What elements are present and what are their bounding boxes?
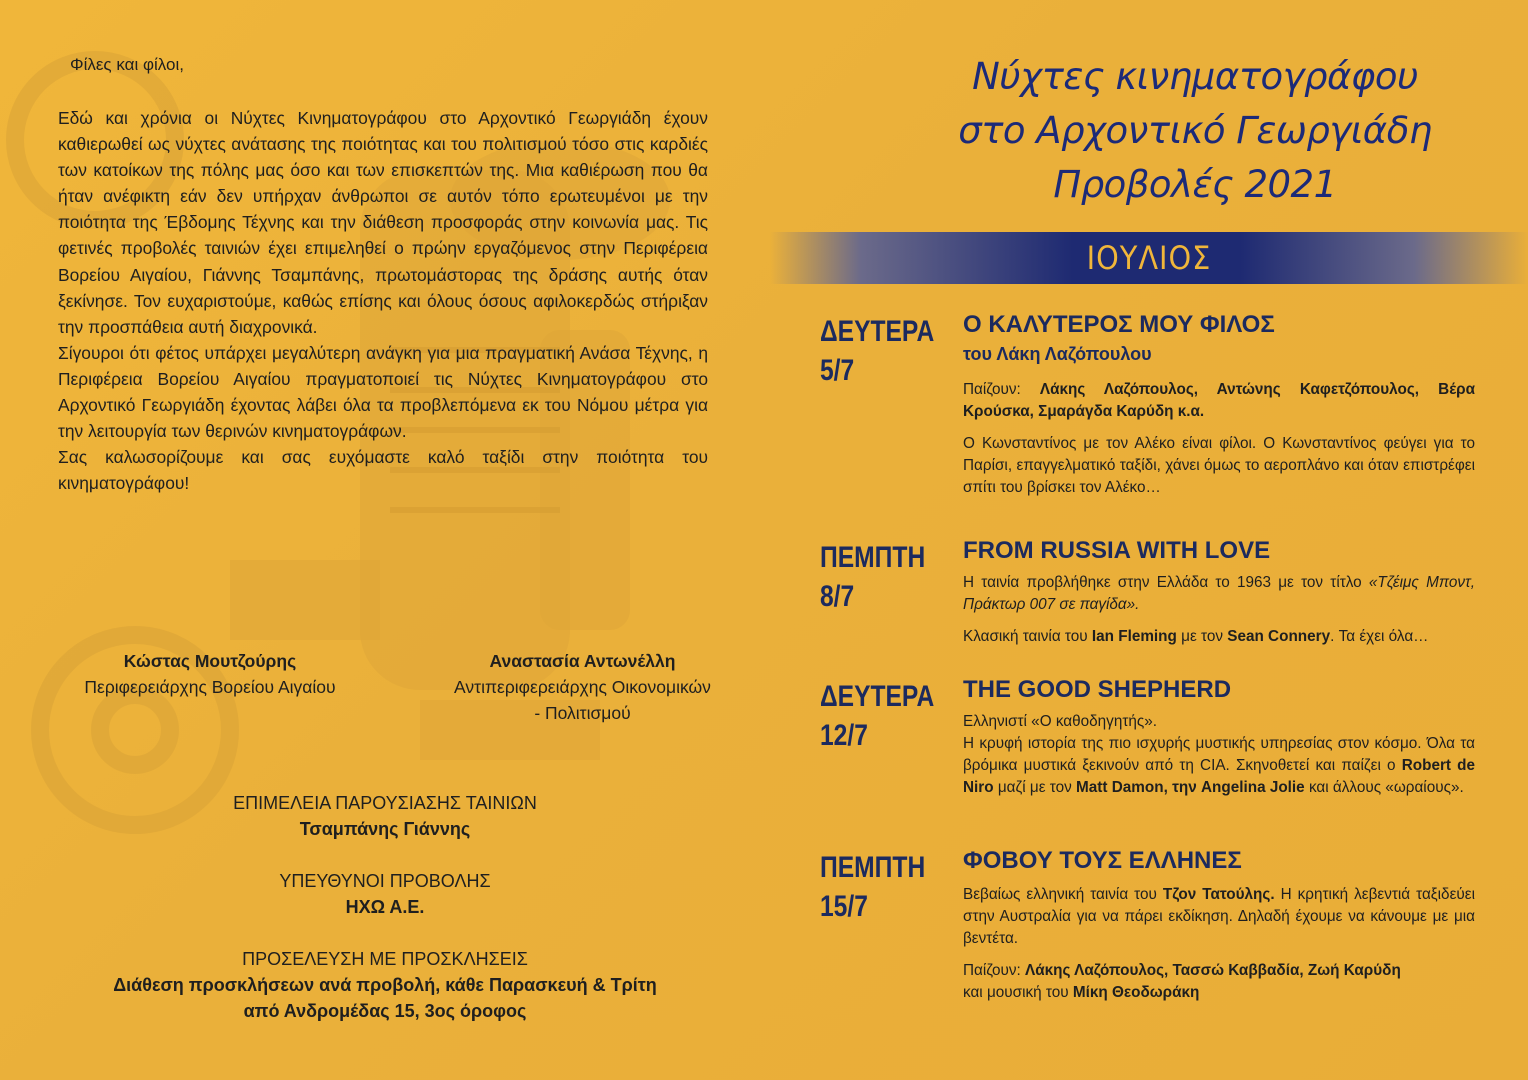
signature-name: Κώστας Μουτζούρης <box>123 651 297 671</box>
film-subtitle: Ελληνιστί «Ο καθοδηγητής». <box>963 713 1158 730</box>
letter-greeting: Φίλες και φίλοι, <box>70 55 184 74</box>
page-title <box>900 50 1490 212</box>
signature-governor <box>55 648 365 700</box>
actor-name: Robert de Niro <box>963 757 1476 796</box>
signature-role: Περιφερειάρχης Βορείου Αιγαίου <box>84 677 336 697</box>
screening-details <box>963 846 1475 1004</box>
projection-name: ΗΧΩ Α.Ε. <box>345 897 425 917</box>
film-cast <box>963 379 1475 423</box>
screening-details <box>963 675 1475 799</box>
cast-prefix: Παίζουν: <box>963 381 1040 398</box>
cast-prefix: Παίζουν: <box>963 962 1026 979</box>
film-description <box>963 572 1475 616</box>
signature-role: Αντιπεριφερειάρχης Οικονομικών - Πολιτισμού <box>454 677 711 723</box>
credits <box>60 790 710 1024</box>
screening-date: 5/7 <box>820 354 855 387</box>
film-title: FROM RUSSIA WITH LOVE <box>963 537 1271 564</box>
actor-name: Sean Connery <box>1227 628 1331 645</box>
curation-name: Τσαμπάνης Γιάννης <box>299 819 471 839</box>
title-line-2: στο Αρχοντικό Γεωργιάδη <box>958 109 1432 152</box>
actor-names: Matt Damon, την Angelina Jolie <box>1076 779 1305 796</box>
music-prefix: και μουσική του <box>963 984 1073 1001</box>
letter <box>58 55 708 496</box>
entry-line-2: από Ανδρομέδας 15, 3ος όροφος <box>243 1001 527 1021</box>
film-description <box>963 733 1475 799</box>
title-line-3: Προβολές 2021 <box>1053 163 1337 206</box>
signature-name: Αναστασία Αντωνέλλη <box>489 651 676 671</box>
curation-label: ΕΠΙΜΕΛΕΙΑ ΠΑΡΟΥΣΙΑΣΗΣ ΤΑΙΝΙΩΝ <box>233 793 537 813</box>
entry-label: ΠΡΟΣΕΛΕΥΣΗ ΜΕ ΠΡΟΣΚΛΗΣΕΙΣ <box>242 949 528 969</box>
desc-text: Βεβαίως ελληνική ταινία του <box>963 886 1163 903</box>
film-cast <box>963 960 1475 1004</box>
desc-text: . Τα έχει όλα… <box>1330 628 1429 645</box>
desc-text: Η ταινία προβλήθηκε στην Ελλάδα το 1963 με τον τίτλο <box>963 574 1369 591</box>
month-banner <box>770 232 1528 284</box>
entry-line-1: Διάθεση προσκλήσεων ανά προβολή, κάθε Παρασκευή & Τρίτη <box>113 975 657 995</box>
film-description-2 <box>963 626 1475 648</box>
desc-text: με τον <box>1176 628 1228 645</box>
screening-day: ΔΕΥΤΕΡΑ <box>820 315 935 348</box>
screening-details <box>963 310 1475 499</box>
composer-name: Μίκη Θεοδωράκη <box>1072 984 1200 1001</box>
film-title: THE GOOD SHEPHERD <box>963 676 1232 703</box>
desc-text: και άλλους «ωραίους». <box>1304 779 1464 796</box>
film-title: ΦΟΒΟΥ ΤΟΥΣ ΕΛΛΗΝΕΣ <box>963 847 1242 874</box>
film-description: Ο Κωνσταντίνος με τον Αλέκο είναι φίλοι. Ο Κωνσταντίνος φεύγει για το Παρίσι, επαγγελματικό ταξίδι, χάνει όμως το αεροπλάνο και όταν επιστρέφει σπίτι του βρίσκει τον Αλέκο… <box>963 435 1475 496</box>
desc-text: Κλασική ταινία του <box>963 628 1092 645</box>
cast-names: Λάκης Λαζόπουλος, Αντώνης Καφετζόπουλος, Βέρα Κρούσκα, Σμαράγδα Καρύδη κ.α. <box>963 381 1475 420</box>
desc-greek-title: «Τζέιμς Μποντ, Πράκτωρ 007 σε παγίδα». <box>963 574 1475 613</box>
signature-vice-governor <box>450 648 715 726</box>
film-description <box>963 884 1475 950</box>
film-director: του Λάκη Λαζόπουλου <box>963 344 1152 364</box>
title-line-1: Νύχτες κινηματογράφου <box>972 55 1418 98</box>
projection-label: ΥΠΕΥΘΥΝΟΙ ΠΡΟΒΟΛΗΣ <box>279 871 491 891</box>
screening-date: 15/7 <box>820 890 868 923</box>
screening-day: ΠΕΜΠΤΗ <box>820 851 926 884</box>
screening-details <box>963 536 1475 648</box>
screening-date: 12/7 <box>820 719 868 752</box>
director-name: Τζον Τατούλης. <box>1162 886 1275 903</box>
desc-text: μαζί με τον <box>993 779 1077 796</box>
film-title: Ο ΚΑΛΥΤΕΡΟΣ ΜΟΥ ΦΙΛΟΣ <box>963 311 1275 338</box>
cast-names: Λάκης Λαζόπουλος, Τασσώ Καββαδία, Ζωή Καρύδη <box>1025 962 1401 979</box>
screening-date: 8/7 <box>820 580 855 613</box>
desc-text: Η κρυφή ιστορία της πιο ισχυρής μυστικής υπηρεσίας στον κόσμο. Όλα τα βρόμικα μυστικά ξεκινούν από τη CIA. Σκηνοθετεί και παίζει ο <box>963 735 1475 774</box>
letter-body: Εδώ και χρόνια οι Νύχτες Κινηματογράφου στο Αρχοντικό Γεωργιάδη έχουν καθιερωθεί ως νύχτες ανάτασης της ποιότητας και του πολιτισμού τόσο στις καρδιές των κατοίκων της πόλης μας όσο και των επισκεπτών της. Μια καθιέρωση που θα ήταν ανέφικτη εάν δεν υπήρχαν άνθρωποι σε αυτόν τόπο ερωτευμένοι με την ποιότητα της Έβδομης Τέχνης και την διάθεση προσφοράς στην κοινωνία μας. Τις φετινές προβολές ταινιών έχει επιμεληθεί ο πρώην εργαζόμενος στην Περιφέρεια Βορείου Αιγαίου, Γιάννης Τσαμπάνης, πρωτομάστορας της δράσης αυτής όταν ξεκίνησε. Τον ευχαριστούμε, καθώς επίσης και όλους όσους αφιλοκερδώς στήριξαν την προσπάθεια αυτή διαχρονικά. Σίγουροι ότι φέτος υπάρχει μεγαλύτερη ανάγκη για μια πραγματική Ανάσα Τέχνης, η Περιφέρεια Βορείου Αιγαίου πραγματοποιεί τις Νύχτες Κινηματογράφου στο Αρχοντικό Γεωργιάδη έχοντας λάβει όλα τα προβλεπόμενα εκ του Νόμου μέτρα για την λειτουργία των θερινών κινηματογράφων. Σας καλωσορίζουμε και σας ευχόμαστε καλό ταξίδι στην ποιότητα του κινηματογράφου! <box>58 108 708 494</box>
screening-day: ΔΕΥΤΕΡΑ <box>820 680 935 713</box>
month-label: ΙΟΥΛΙΟΣ <box>1086 239 1212 277</box>
screening-day: ΠΕΜΠΤΗ <box>820 541 926 574</box>
desc-text: Η κρητική λεβεντιά ταξιδεύει στην Αυστραλία για να πάρει εκδίκηση. Δηλαδή έχουμε να κάνουμε με μια βεντέτα. <box>963 886 1475 947</box>
author-name: Ian Fleming <box>1091 628 1177 645</box>
